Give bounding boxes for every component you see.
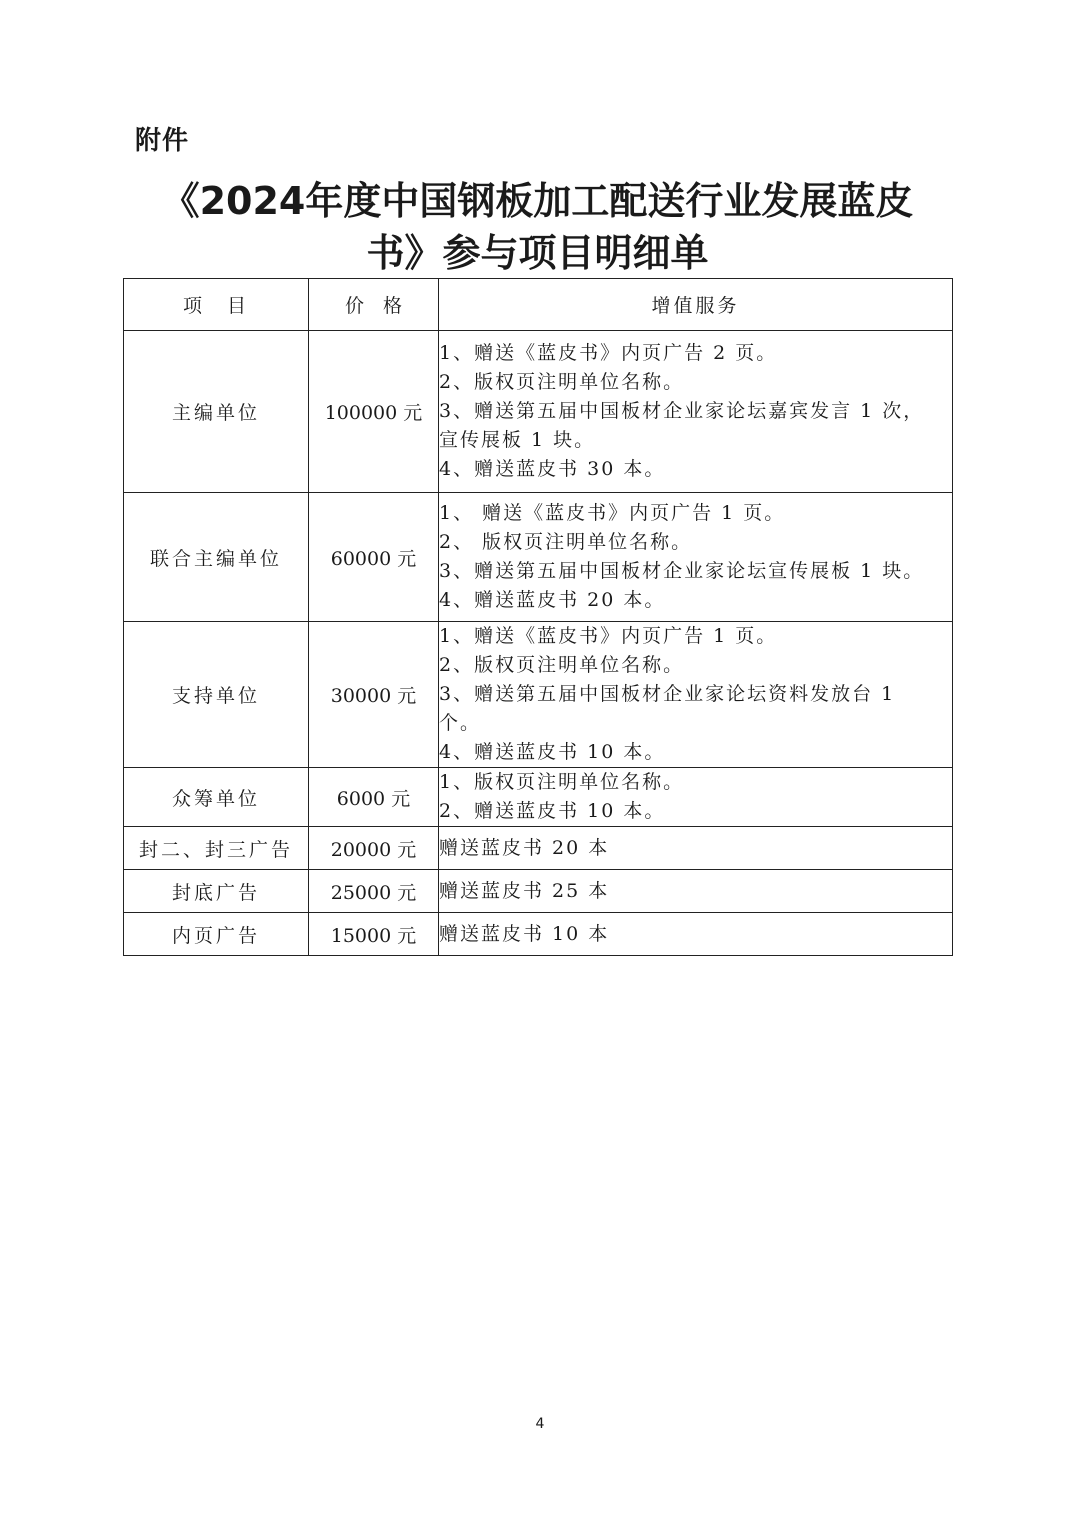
service-line: 赠送蓝皮书 25 本 <box>439 879 610 902</box>
row-item: 主编单位 <box>124 331 309 493</box>
page-number: 4 <box>535 1416 545 1432</box>
row-services <box>439 331 953 493</box>
row-price: 25000 元 <box>309 870 439 913</box>
row-services <box>439 913 953 956</box>
service-line: 2、版权页注明单位名称。 <box>439 371 685 393</box>
service-line: 赠送蓝皮书 20 本 <box>439 836 610 859</box>
service-line: 3、赠送第五届中国板材企业家论坛资料发放台 1 <box>439 683 896 705</box>
row-services <box>439 827 953 870</box>
row-item: 联合主编单位 <box>124 493 309 622</box>
table-row <box>124 768 953 827</box>
table-row <box>124 827 953 870</box>
row-price: 6000 元 <box>309 768 439 827</box>
service-line: 2、 版权页注明单位名称。 <box>439 531 693 553</box>
table-row <box>124 493 953 622</box>
row-services <box>439 493 953 622</box>
service-line: 3、赠送第五届中国板材企业家论坛嘉宾发言 1 次， <box>439 400 925 422</box>
header-services: 增值服务 <box>439 279 953 331</box>
table-row <box>124 913 953 956</box>
service-line: 2、版权页注明单位名称。 <box>439 654 685 676</box>
header-item: 项 目 <box>124 279 309 331</box>
service-line: 2、赠送蓝皮书 10 本。 <box>439 800 666 822</box>
service-line: 4、赠送蓝皮书 10 本。 <box>439 741 666 763</box>
project-detail-table <box>123 278 953 956</box>
row-item: 封底广告 <box>124 870 309 913</box>
service-line: 1、 赠送《蓝皮书》内页广告 1 页。 <box>439 502 786 524</box>
attachment-label: 附件 <box>135 126 190 156</box>
row-item: 众筹单位 <box>124 768 309 827</box>
row-item: 支持单位 <box>124 622 309 768</box>
service-line: 个。 <box>439 712 482 734</box>
document-title-line-1: 《2024年度中国钢板加工配送行业发展蓝皮 <box>161 179 914 223</box>
service-line: 1、赠送《蓝皮书》内页广告 1 页。 <box>439 625 778 647</box>
service-line: 赠送蓝皮书 10 本 <box>439 922 610 945</box>
row-price: 30000 元 <box>309 622 439 768</box>
row-item: 封二、封三广告 <box>124 827 309 870</box>
service-line: 1、版权页注明单位名称。 <box>439 771 685 793</box>
row-services <box>439 622 953 768</box>
table-header-row <box>124 279 953 331</box>
document-title-line-2: 书》参与项目明细单 <box>366 231 709 275</box>
service-line: 4、赠送蓝皮书 30 本。 <box>439 458 666 480</box>
row-services <box>439 768 953 827</box>
row-services <box>439 870 953 913</box>
row-price: 15000 元 <box>309 913 439 956</box>
service-line: 宣传展板 1 块。 <box>439 429 596 451</box>
row-price: 60000 元 <box>309 493 439 622</box>
header-price: 价 格 <box>309 279 439 331</box>
service-line: 1、赠送《蓝皮书》内页广告 2 页。 <box>439 342 778 364</box>
row-price: 20000 元 <box>309 827 439 870</box>
service-line: 3、赠送第五届中国板材企业家论坛宣传展板 1 块。 <box>439 560 925 582</box>
table-row <box>124 622 953 768</box>
table-row <box>124 331 953 493</box>
table-row <box>124 870 953 913</box>
row-price: 100000 元 <box>309 331 439 493</box>
service-line: 4、赠送蓝皮书 20 本。 <box>439 589 666 611</box>
row-item: 内页广告 <box>124 913 309 956</box>
